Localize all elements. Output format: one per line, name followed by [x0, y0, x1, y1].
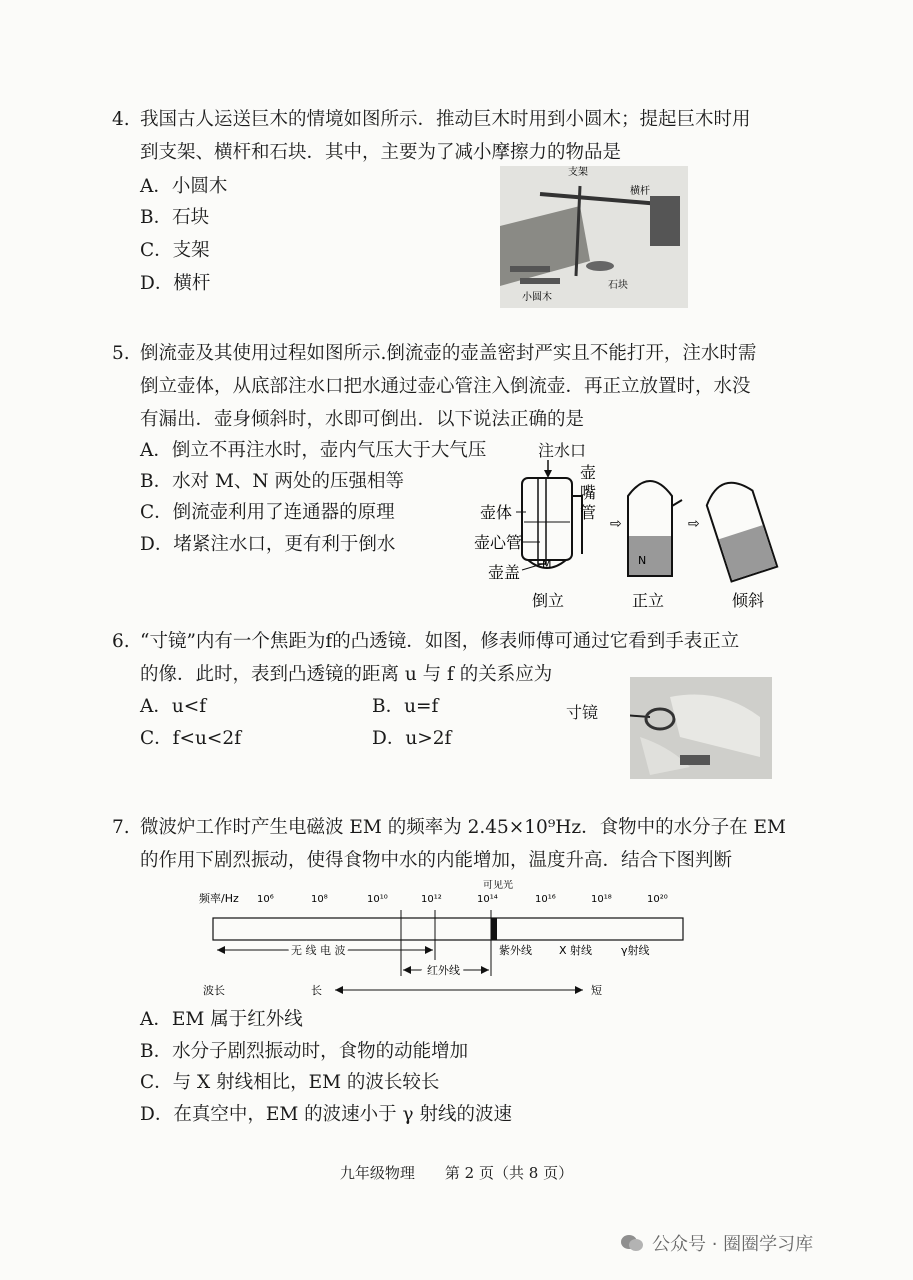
- q7-tick-1e8: 10⁸: [311, 894, 328, 905]
- page-footer: 九年级物理 第 2 页（共 8 页）: [339, 1164, 574, 1182]
- watermark: [620, 1230, 813, 1256]
- q6-option-b[interactable]: B．u=f: [372, 696, 439, 717]
- q7-spectrum-diagram: [195, 880, 695, 1000]
- q7-xray-label: X 射线: [559, 944, 593, 957]
- q5-figure-drawing: [460, 436, 790, 614]
- q5-label-spout-2: 嘴: [580, 483, 597, 502]
- q7-wavelength-label: 波长: [203, 984, 225, 997]
- q6-figure-watchmaker: [630, 677, 772, 779]
- q7-tick-1e14: 10¹⁴: [477, 894, 498, 905]
- q4-label-stone: 石块: [608, 280, 628, 291]
- q4-stem-line2: 到支架、横杆和石块．其中，主要为了减小摩擦力的物品是: [140, 142, 622, 163]
- q6-option-a[interactable]: A．u<f: [140, 696, 207, 717]
- q4-figure-drawing: [500, 166, 688, 308]
- q7-option-c[interactable]: C．与 X 射线相比，EM 的波长较长: [140, 1072, 440, 1093]
- q5-stem-line3: 有漏出．壶身倾斜时，水即可倒出．以下说法正确的是: [140, 409, 585, 430]
- q5-label-core-tube: 壶心管: [474, 533, 523, 552]
- q4-option-d[interactable]: D．横杆: [140, 273, 211, 294]
- q7-number: 7.: [112, 817, 130, 838]
- q7-visible-light-label: 可见光: [483, 880, 513, 891]
- q7-long-label: 长: [311, 984, 322, 997]
- q5-caption-upright: 正立: [632, 591, 665, 610]
- q6-stem-line2: 的像．此时，表到凸透镜的距离 u 与 f 的关系应为: [140, 664, 553, 685]
- q5-label-m: M: [542, 558, 552, 571]
- q5-label-spout-3: 管: [580, 503, 597, 522]
- q5-option-d[interactable]: D．堵紧注水口，更有利于倒水: [140, 534, 396, 555]
- q4-label-roller: 小圆木: [522, 292, 552, 303]
- q7-stem-line2: 的作用下剧烈振动，使得食物中水的内能增加，温度升高．结合下图判断: [140, 850, 733, 871]
- q5-label-spout-1: 壶: [580, 463, 597, 482]
- q6-stem-line1: “寸镜”内有一个焦距为f的凸透镜．如图，修表师傅可通过它看到手表正立: [140, 631, 740, 652]
- q7-stem-line1: 微波炉工作时产生电磁波 EM 的频率为 2.45×10⁹Hz．食物中的水分子在 EM: [140, 817, 786, 838]
- q6-option-d[interactable]: D．u>2f: [372, 728, 452, 749]
- q7-tick-1e12: 10¹²: [421, 894, 442, 905]
- q5-caption-tilted: 倾斜: [732, 591, 765, 610]
- q7-radio-wave-label: 无 线 电 波: [291, 944, 346, 957]
- q6-figure-drawing: [630, 677, 772, 779]
- q5-caption-inverted: 倒立: [532, 591, 565, 610]
- q5-option-b[interactable]: B．水对 M、N 两处的压强相等: [140, 471, 404, 492]
- wechat-icon: [620, 1233, 644, 1253]
- q5-arrow-1: ⇨: [610, 516, 622, 532]
- q7-freq-axis-label: 频率/Hz: [199, 892, 239, 905]
- q4-option-c[interactable]: C．支架: [140, 240, 210, 261]
- q5-label-lid: 壶盖: [488, 563, 521, 582]
- q7-tick-1e6: 10⁶: [257, 894, 274, 905]
- q4-stem-line1: 我国古人运送巨木的情境如图所示．推动巨木时用到小圆木；提起巨木时用: [140, 109, 751, 130]
- q4-label-support: 支架: [568, 167, 588, 178]
- q4-figure-log-transport: [500, 166, 688, 308]
- q7-option-b[interactable]: B．水分子剧烈振动时，食物的动能增加: [140, 1041, 469, 1062]
- q7-tick-1e10: 10¹⁰: [367, 894, 388, 905]
- q7-uv-label: 紫外线: [499, 944, 532, 957]
- q7-gamma-label: γ射线: [621, 944, 650, 957]
- q5-number: 5.: [112, 343, 130, 364]
- q7-ir-label: 红外线: [427, 964, 460, 977]
- q7-short-label: 短: [591, 984, 602, 997]
- q7-tick-1e16: 10¹⁶: [535, 894, 556, 905]
- q5-option-a[interactable]: A．倒立不再注水时，壶内气压大于大气压: [140, 440, 487, 461]
- q4-option-a[interactable]: A．小圆木: [140, 176, 228, 197]
- q7-option-a[interactable]: A．EM 属于红外线: [140, 1009, 303, 1030]
- q5-stem-line1: 倒流壶及其使用过程如图所示.倒流壶的壶盖密封严实且不能打开，注水时需: [140, 343, 757, 364]
- q5-label-body: 壶体: [480, 503, 513, 522]
- watermark-text: 公众号 · 圈圈学习库: [652, 1234, 814, 1255]
- q4-number: 4.: [112, 109, 130, 130]
- q7-spectrum-drawing: [195, 880, 695, 1000]
- q5-option-c[interactable]: C．倒流壶利用了连通器的原理: [140, 502, 395, 523]
- q5-label-inlet: 注水口: [538, 441, 587, 460]
- q4-label-crossbar: 横杆: [630, 186, 650, 197]
- q4-option-b[interactable]: B．石块: [140, 207, 210, 228]
- q6-label-loupe: 寸镜: [566, 703, 599, 722]
- q5-arrow-2: ⇨: [688, 516, 700, 532]
- q5-figure-teapot: [460, 436, 790, 614]
- q7-option-d[interactable]: D．在真空中，EM 的波速小于 γ 射线的波速: [140, 1104, 512, 1125]
- q5-label-n: N: [638, 554, 647, 567]
- q6-option-c[interactable]: C．f<u<2f: [140, 728, 242, 749]
- q5-stem-line2: 倒立壶体，从底部注水口把水通过壶心管注入倒流壶．再正立放置时，水没: [140, 376, 751, 397]
- q7-tick-1e18: 10¹⁸: [591, 894, 612, 905]
- q6-number: 6.: [112, 631, 130, 652]
- q7-tick-1e20: 10²⁰: [647, 894, 668, 905]
